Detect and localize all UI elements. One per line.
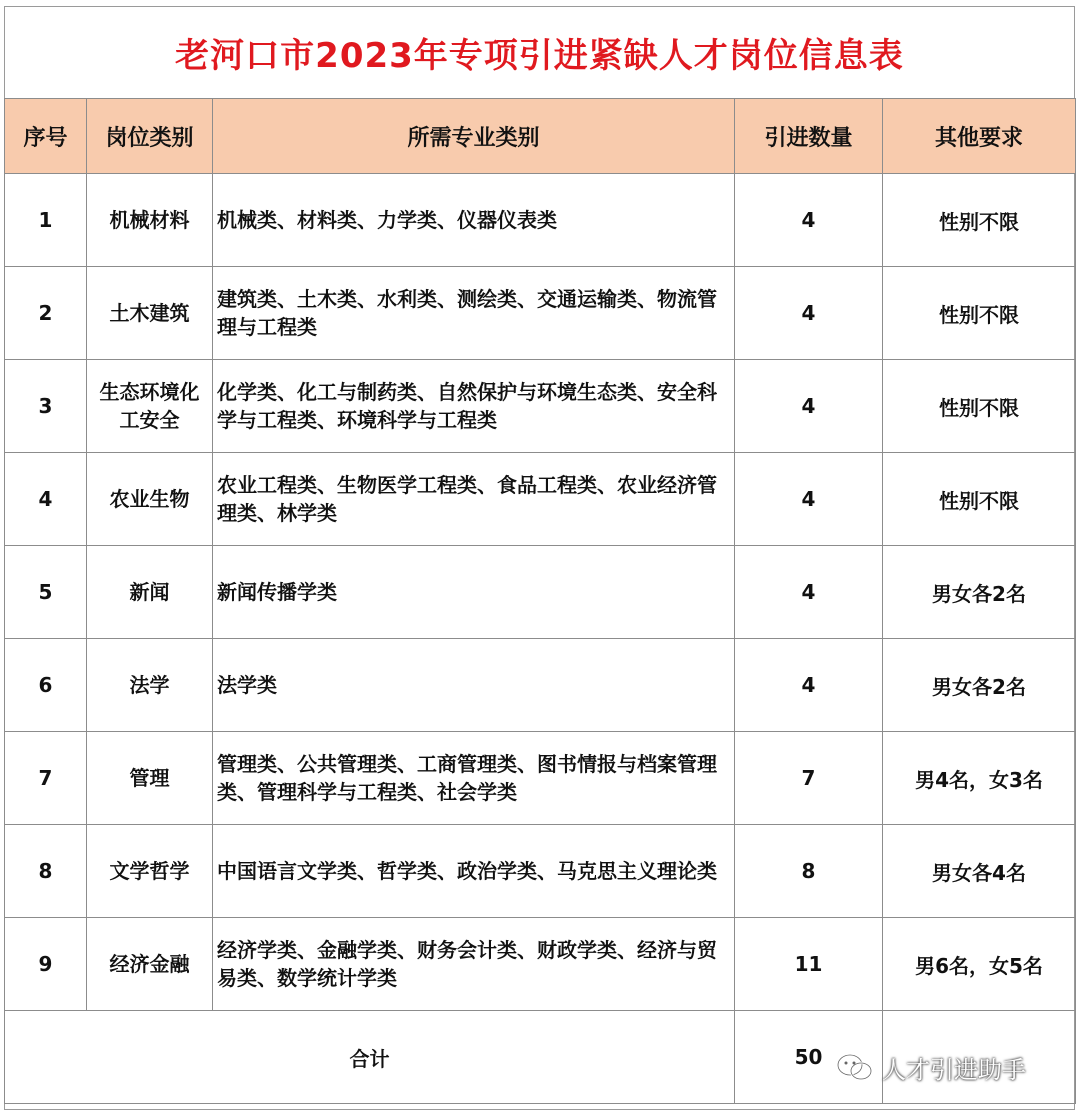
cell-majors: 机械类、材料类、力学类、仪器仪表类: [213, 174, 735, 267]
table-row: [5, 267, 1076, 360]
header-seq: 序号: [5, 99, 87, 174]
wechat-icon: [836, 1053, 874, 1083]
watermark-text: 人才引进助手: [882, 1056, 1026, 1084]
cell-count: 4: [735, 546, 883, 639]
cell-other: 男女各2名: [883, 546, 1076, 639]
header-count: 引进数量: [735, 99, 883, 174]
cell-majors: 管理类、公共管理类、工商管理类、图书情报与档案管理类、管理科学与工程类、社会学类: [213, 732, 735, 825]
header-row: [5, 99, 1076, 174]
cell-other: 男6名，女5名: [883, 918, 1076, 1011]
cell-count: 7: [735, 732, 883, 825]
cell-seq: 4: [5, 453, 87, 546]
cell-count: 4: [735, 453, 883, 546]
cell-count: 4: [735, 360, 883, 453]
cell-category: [87, 360, 213, 453]
header-category: 岗位类别: [87, 99, 213, 174]
cell-other: 性别不限: [883, 267, 1076, 360]
cell-category-text: 生态环境化工安全: [99, 380, 200, 432]
cell-other: 男女各2名: [883, 639, 1076, 732]
cell-seq: 5: [5, 546, 87, 639]
cell-category: 农业生物: [87, 453, 213, 546]
cell-count: 4: [735, 174, 883, 267]
cell-other: 性别不限: [883, 453, 1076, 546]
cell-count: 4: [735, 267, 883, 360]
table-row: [5, 825, 1076, 918]
cell-seq: 2: [5, 267, 87, 360]
cell-category: 新闻: [87, 546, 213, 639]
header-other: 其他要求: [883, 99, 1076, 174]
cell-count: 11: [735, 918, 883, 1011]
total-count: 50: [735, 1011, 883, 1104]
cell-majors: 经济学类、金融学类、财务会计类、财政学类、经济与贸易类、数学统计学类: [213, 918, 735, 1011]
cell-majors: 中国语言文学类、哲学类、政治学类、马克思主义理论类: [213, 825, 735, 918]
table-row: [5, 918, 1076, 1011]
table-row: [5, 732, 1076, 825]
table-row: [5, 546, 1076, 639]
cell-category: 经济金融: [87, 918, 213, 1011]
cell-count: 4: [735, 639, 883, 732]
cell-category: 土木建筑: [87, 267, 213, 360]
table-row: [5, 360, 1076, 453]
total-label: 合计: [5, 1011, 735, 1104]
cell-seq: 9: [5, 918, 87, 1011]
cell-other: 性别不限: [883, 360, 1076, 453]
positions-table: [4, 98, 1076, 1104]
cell-seq: 6: [5, 639, 87, 732]
cell-category: 机械材料: [87, 174, 213, 267]
table-row: [5, 174, 1076, 267]
cell-majors: 法学类: [213, 639, 735, 732]
header-majors: 所需专业类别: [213, 99, 735, 174]
cell-other: 男女各4名: [883, 825, 1076, 918]
cell-majors: 化学类、化工与制药类、自然保护与环境生态类、安全科学与工程类、环境科学与工程类: [213, 360, 735, 453]
cell-majors: 新闻传播学类: [213, 546, 735, 639]
cell-seq: 3: [5, 360, 87, 453]
cell-majors: 农业工程类、生物医学工程类、食品工程类、农业经济管理类、林学类: [213, 453, 735, 546]
cell-other: 性别不限: [883, 174, 1076, 267]
cell-category: 文学哲学: [87, 825, 213, 918]
cell-category: 法学: [87, 639, 213, 732]
watermark: [836, 1050, 1026, 1085]
table-row: [5, 639, 1076, 732]
cell-category: 管理: [87, 732, 213, 825]
cell-count: 8: [735, 825, 883, 918]
cell-majors: 建筑类、土木类、水利类、测绘类、交通运输类、物流管理与工程类: [213, 267, 735, 360]
page-title: 老河口市2023年专项引进紧缺人才岗位信息表: [175, 35, 904, 76]
table-row: [5, 453, 1076, 546]
cell-seq: 1: [5, 174, 87, 267]
cell-seq: 8: [5, 825, 87, 918]
cell-other: 男4名，女3名: [883, 732, 1076, 825]
cell-seq: 7: [5, 732, 87, 825]
